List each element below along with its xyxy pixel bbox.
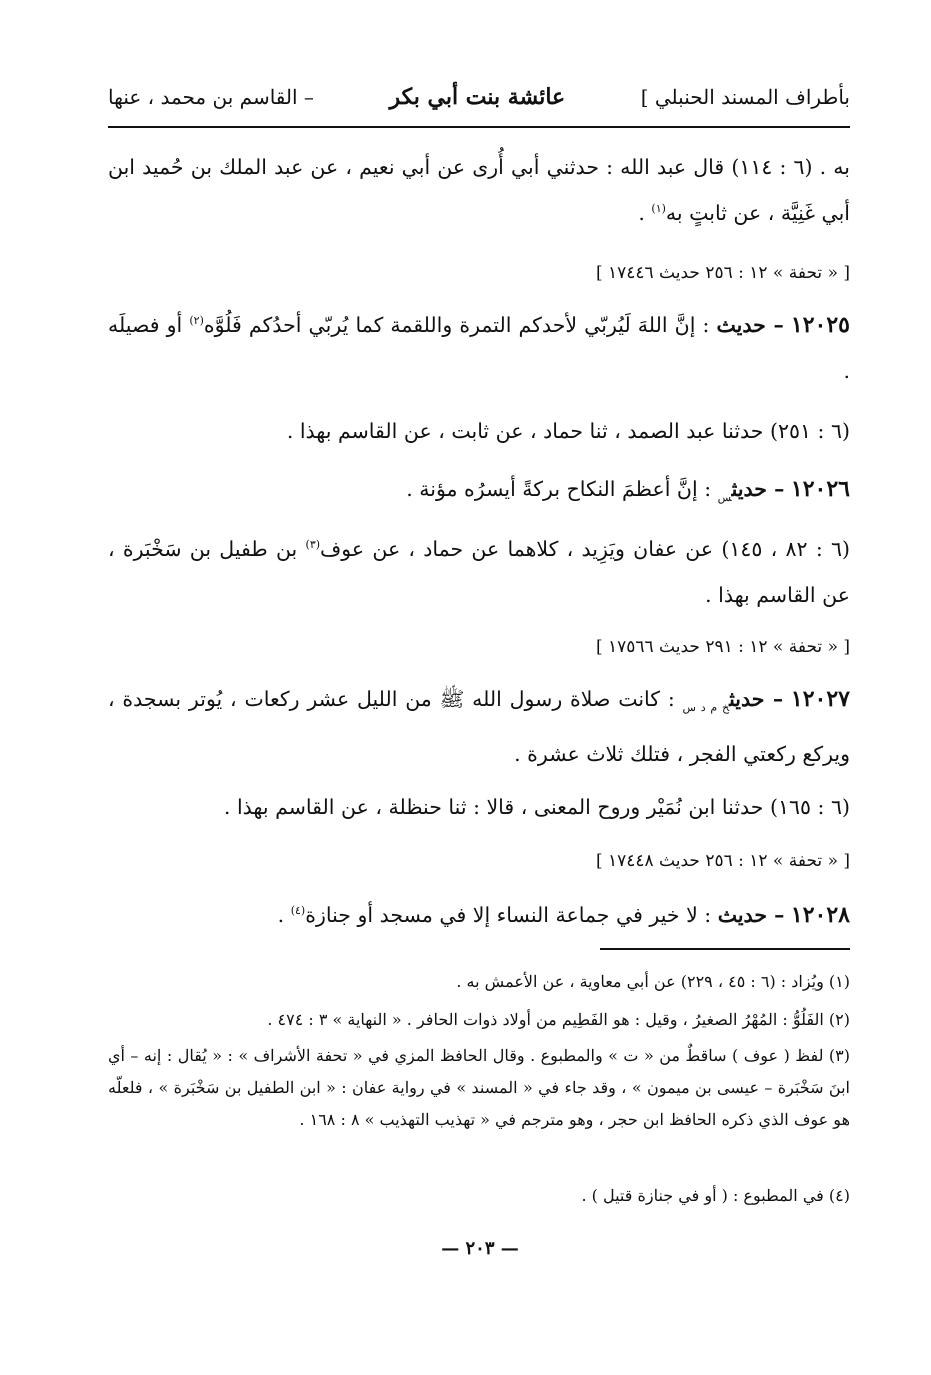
hadith-12026 [108,466,850,521]
footnote-marker-1: (١) [651,202,666,216]
hadith-12027 [108,676,850,777]
intro-end: . [638,201,652,225]
hadith-12025 [108,302,850,394]
hadith-keyword: – حديث [717,903,785,927]
footnote-2: (٢) الفَلُوُّ : المُهْرُ الصغيرُ ، وقيل : هو الفَطِيم من أولاد ذوات الحافر . « النهاية » ٣ : ٤٧٤ . [267,1010,850,1029]
tuhfa-reference-2: [ « تحفة » ١٢ : ٢٩١ حديث ١٧٥٦٦ ] [595,637,850,657]
footnote-divider [600,948,850,950]
hadith-number: ١٢٠٢٦ [790,476,850,502]
hadith-text: : لا خير في جماعة النساء إلا في مسجد أو جنازة [305,903,718,927]
hadith-text: : إنَّ أعظمَ النكاح بركةً أيسرُه مؤنة . [406,477,718,501]
footnote-marker-3: (٣) [305,538,321,552]
siglum: س [717,491,732,505]
source-text-end: بن طفيل بن سَخْبَرة ، عن القاسم بهذا . [108,537,850,607]
hadith-keyword: – حديث [731,477,785,501]
hadith-text-end: . [277,903,291,927]
footnote-3: (٣) لفظ ( عوف ) ساقطٌ من « ت » والمطبوع . وقال الحافظ المزي في « تحفة الأشراف » : « يُقال : إنه – أي ابنَ سَخْبَرة – عيسى بن ميمون » ، وقد جاء في « المسند » في رواية عفان : « ابن الطفيل بن سَخْبَرة » ، فلعلّه هو عوف الذي ذكره الحافظ ابن حجر ، وهو مترجم في « تهذيب التهذيب » ٨ : ١٦٨ . [108,1046,850,1129]
hadith-number: ١٢٠٢٥ [790,312,850,338]
hadith-keyword: – حديث [716,313,784,337]
hadith-keyword: – حديث [729,687,784,711]
header-section-title: عائشة بنت أبي بكر [389,84,566,110]
intro-paragraph [108,144,850,236]
footnote-4: (٤) في المطبوع : ( أو في جنازة قتيل ) . [581,1186,850,1205]
hadith-12027-source: (٦ : ١٦٥) حدثنا ابن نُمَيْر وروح المعنى ، قالا : ثنا حنظلة ، عن القاسم بهذا . [223,795,850,819]
page-number: — ٢٠٣ — [441,1238,519,1259]
tuhfa-reference-1: [ « تحفة » ١٢ : ٢٥٦ حديث ١٧٤٤٦ ] [595,263,850,283]
footnote-marker-4: (٤) [290,904,306,918]
footnote-1: (١) ويُزاد : (٦ : ٤٥ ، ٢٢٩) عن أبي معاوية ، عن الأعمش به . [456,972,850,991]
siglum: خ م د س [682,701,730,715]
tuhfa-reference-3: [ « تحفة » ١٢ : ٢٥٦ حديث ١٧٤٤٨ ] [595,851,850,871]
hadith-12026-source [108,526,850,618]
hadith-text-end: أو فصيلَه . [108,313,850,383]
hadith-12025-source: (٦ : ٢٥١) حدثنا عبد الصمد ، ثنا حماد ، عن ثابت ، عن القاسم بهذا . [286,419,850,443]
header-subsection-title: – القاسم بن محمد ، عنها [108,85,314,109]
intro-text: به . (٦ : ١١٤) قال عبد الله : حدثني أبي أُرى عن أبي نعيم ، عن عبد الملك بن حُميد ابن أبي غَنِيَّة ، عن ثابتٍ به [108,155,850,225]
hadith-text: : إنَّ اللهَ لَيُربّي لأحدكم التمرة واللقمة كما يُربّي أحدُكم فَلُوَّه [203,313,717,337]
hadith-12028 [108,892,850,938]
header-divider [108,126,850,128]
footnote-marker-2: (٢) [189,314,204,328]
source-text: (٦ : ٨٢ ، ١٤٥) عن عفان ويَزِيد ، كلاهما عن حماد ، عن عوف [320,537,850,561]
hadith-number: ١٢٠٢٧ [790,686,850,712]
running-header [108,84,850,124]
header-book-title: بأطراف المسند الحنبلي ] [640,85,850,109]
hadith-text: : كانت صلاة رسول الله ﷺ من الليل عشر ركعات ، يُوتر بسجدة ، ويركع ركعتي الفجر ، فتلك ثلاث عشرة . [108,687,850,767]
hadith-number: ١٢٠٢٨ [790,902,850,928]
